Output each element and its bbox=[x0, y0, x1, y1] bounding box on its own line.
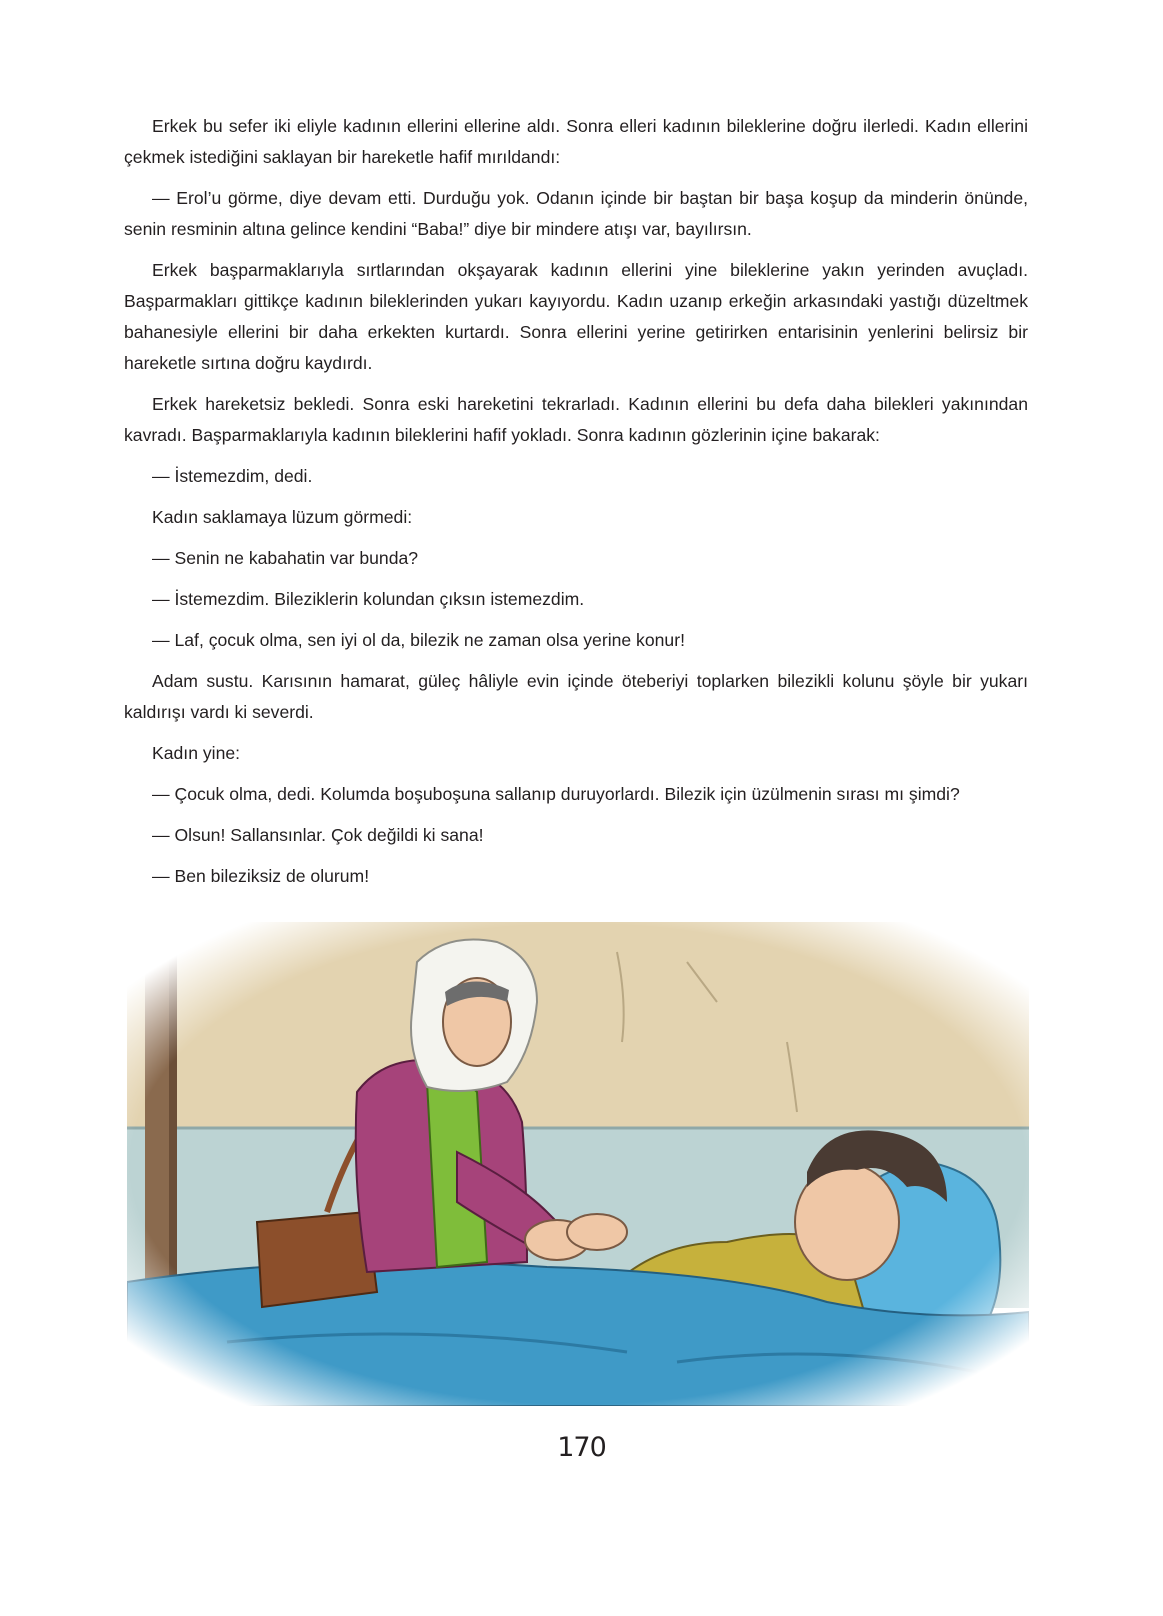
paragraph: — İstemezdim, dedi. bbox=[152, 466, 313, 486]
paragraph: Erkek bu sefer iki eliyle kadının ellerini ellerine aldı. Sonra elleri kadının bileklerine doğru ilerledi. Kadın ellerini çekmek istediğini saklayan bir hareketle hafif mırıldandı: bbox=[124, 116, 1028, 167]
story-text bbox=[124, 111, 1028, 902]
paragraph: — Ben bileziksiz de olurum! bbox=[152, 866, 370, 886]
paragraph: — Laf, çocuk olma, sen iyi ol da, bilezik ne zaman olsa yerine konur! bbox=[152, 630, 685, 650]
paragraph: — Erol’u görme, diye devam etti. Durduğu yok. Odanın içinde bir baştan bir başa koşup da minderin önünde, senin resminin altına gelince kendini “Baba!” diye bir mindere atışı var, bayılırsın. bbox=[124, 188, 1028, 239]
illustration-woman-holding-sick-man-hands bbox=[127, 922, 1029, 1406]
paragraph: Kadın saklamaya lüzum görmedi: bbox=[152, 507, 413, 527]
paragraph: Erkek başparmaklarıyla sırtlarından okşayarak kadının ellerini yine bileklerine yakın yerinden avuçladı. Başparmakları gittikçe kadının bileklerinden yukarı kayıyordu. Kadın uzanıp erkeğin arkasındaki yastığı düzeltmek bahanesiyle ellerini bir daha erkekten kurtardı. Sonra ellerini yerine getirirken entarisinin yenlerini belirsiz bir hareketle sırtına doğru kaydırdı. bbox=[124, 260, 1028, 373]
paragraph: Erkek hareketsiz bekledi. Sonra eski hareketini tekrarladı. Kadının ellerini bu defa daha bilekleri yakınından kavradı. Başparmaklarıyla kadının bileklerini hafif yokladı. Sonra kadının gözlerinin içine bakarak: bbox=[124, 394, 1028, 445]
story-illustration bbox=[127, 922, 1029, 1406]
paragraph: — Senin ne kabahatin var bunda? bbox=[152, 548, 419, 568]
paragraph: — Çocuk olma, dedi. Kolumda boşuboşuna sallanıp duruyorlardı. Bilezik için üzülmenin sırası mı şimdi? bbox=[152, 784, 960, 804]
paragraph: Kadın yine: bbox=[152, 743, 241, 763]
paragraph: — İstemezdim. Bileziklerin kolundan çıksın istemezdim. bbox=[152, 589, 585, 609]
paragraph: — Olsun! Sallansınlar. Çok değildi ki sana! bbox=[152, 825, 484, 845]
paragraph: Adam sustu. Karısının hamarat, güleç hâliyle evin içinde öteberiyi toplarken bilezikli kolunu şöyle bir yukarı kaldırışı vardı ki severdi. bbox=[124, 671, 1028, 722]
page-number: 170 bbox=[557, 1432, 606, 1463]
